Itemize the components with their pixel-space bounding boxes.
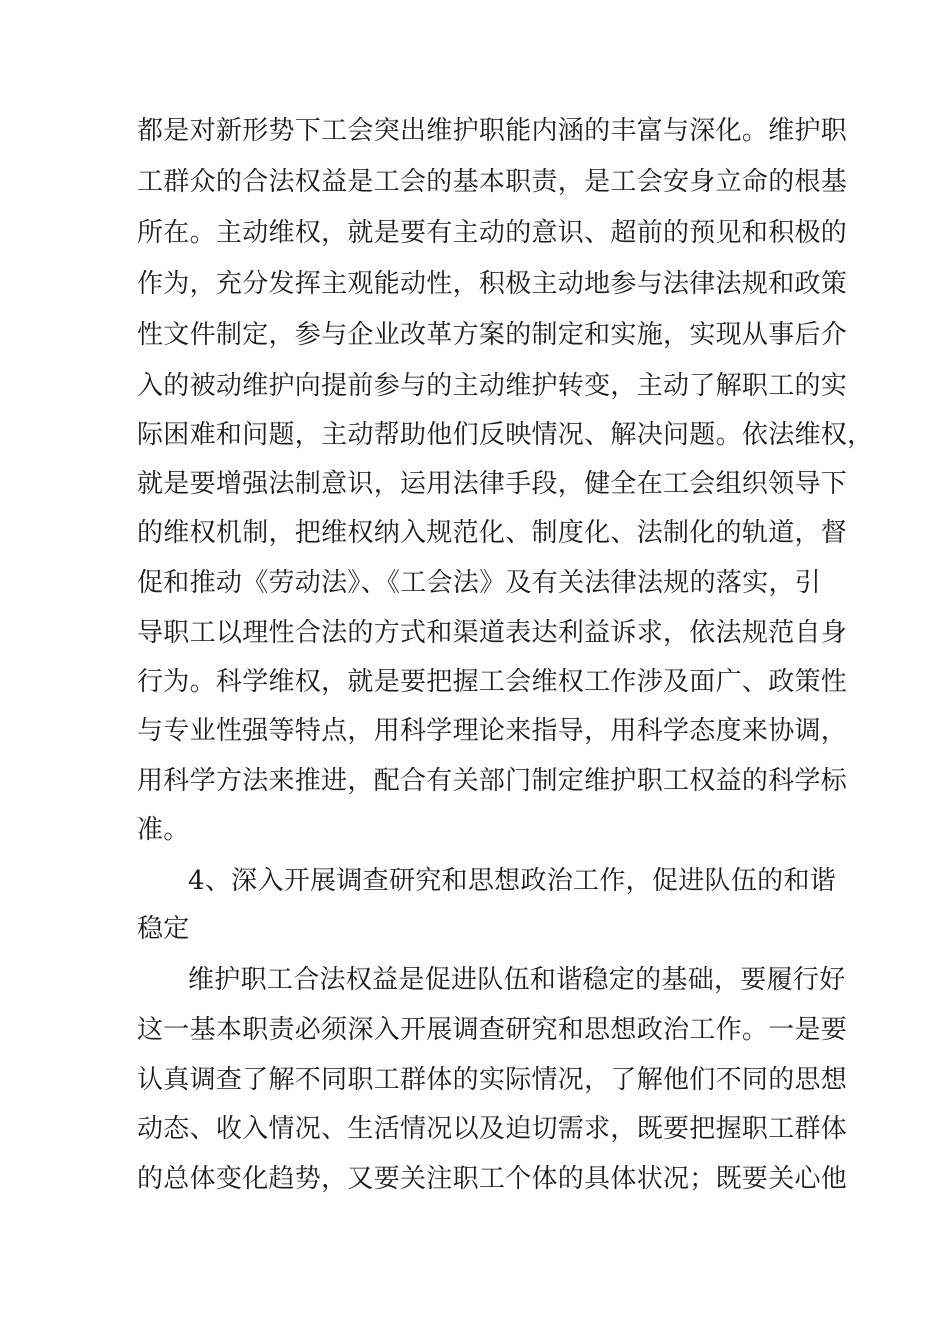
paragraph-line: 维护职工合法权益是促进队伍和谐稳定的基础，要履行好 bbox=[188, 965, 846, 995]
paragraph-line: 行为。科学维权，就是要把握工会维权工作涉及面广、政策性 bbox=[137, 667, 848, 697]
paragraph-line: 认真调查了解不同职工群体的实际情况，了解他们不同的思想 bbox=[137, 1065, 848, 1095]
section-heading-continued: 稳定 bbox=[137, 914, 190, 944]
section-heading: 4、深入开展调查研究和思想政治工作，促进队伍的和谐 bbox=[188, 866, 837, 896]
paragraph-line: 的维权机制，把维权纳入规范化、制度化、法制化的轨道，督 bbox=[137, 518, 848, 548]
paragraph-line: 际困难和问题，主动帮助他们反映情况、解决问题。依法维权， bbox=[137, 420, 874, 450]
paragraph-line: 工群众的合法权益是工会的基本职责，是工会安身立命的根基 bbox=[137, 167, 848, 197]
paragraph-line: 性文件制定，参与企业改革方案的制定和实施，实现从事后介 bbox=[137, 320, 848, 350]
paragraph-line: 用科学方法来推进，配合有关部门制定维护职工权益的科学标 bbox=[137, 766, 848, 796]
paragraph-line: 所在。主动维权，就是要有主动的意识、超前的预见和积极的 bbox=[137, 218, 848, 248]
paragraph-line: 的总体变化趋势，又要关注职工个体的具体状况；既要关心他 bbox=[137, 1164, 848, 1194]
paragraph-line: 就是要增强法制意识，运用法律手段，健全在工会组织领导下 bbox=[137, 469, 848, 499]
paragraph-line: 作为，充分发挥主观能动性，积极主动地参与法律法规和政策 bbox=[137, 269, 848, 299]
paragraph-line: 准。 bbox=[137, 815, 190, 845]
paragraph-line: 入的被动维护向提前参与的主动维护转变，主动了解职工的实 bbox=[137, 371, 848, 401]
paragraph-line: 这一基本职责必须深入开展调查研究和思想政治工作。一是要 bbox=[137, 1015, 848, 1045]
paragraph-line: 动态、收入情况、生活情况以及迫切需求，既要把握职工群体 bbox=[137, 1114, 848, 1144]
paragraph-line: 促和推动《劳动法》、《工会法》及有关法律法规的落实，引 bbox=[137, 568, 822, 598]
paragraph-line: 导职工以理性合法的方式和渠道表达利益诉求，依法规范自身 bbox=[137, 618, 848, 648]
paragraph-line: 与专业性强等特点，用科学理论来指导，用科学态度来协调， bbox=[137, 716, 848, 746]
paragraph-line: 都是对新形势下工会突出维护职能内涵的丰富与深化。维护职 bbox=[137, 116, 848, 146]
